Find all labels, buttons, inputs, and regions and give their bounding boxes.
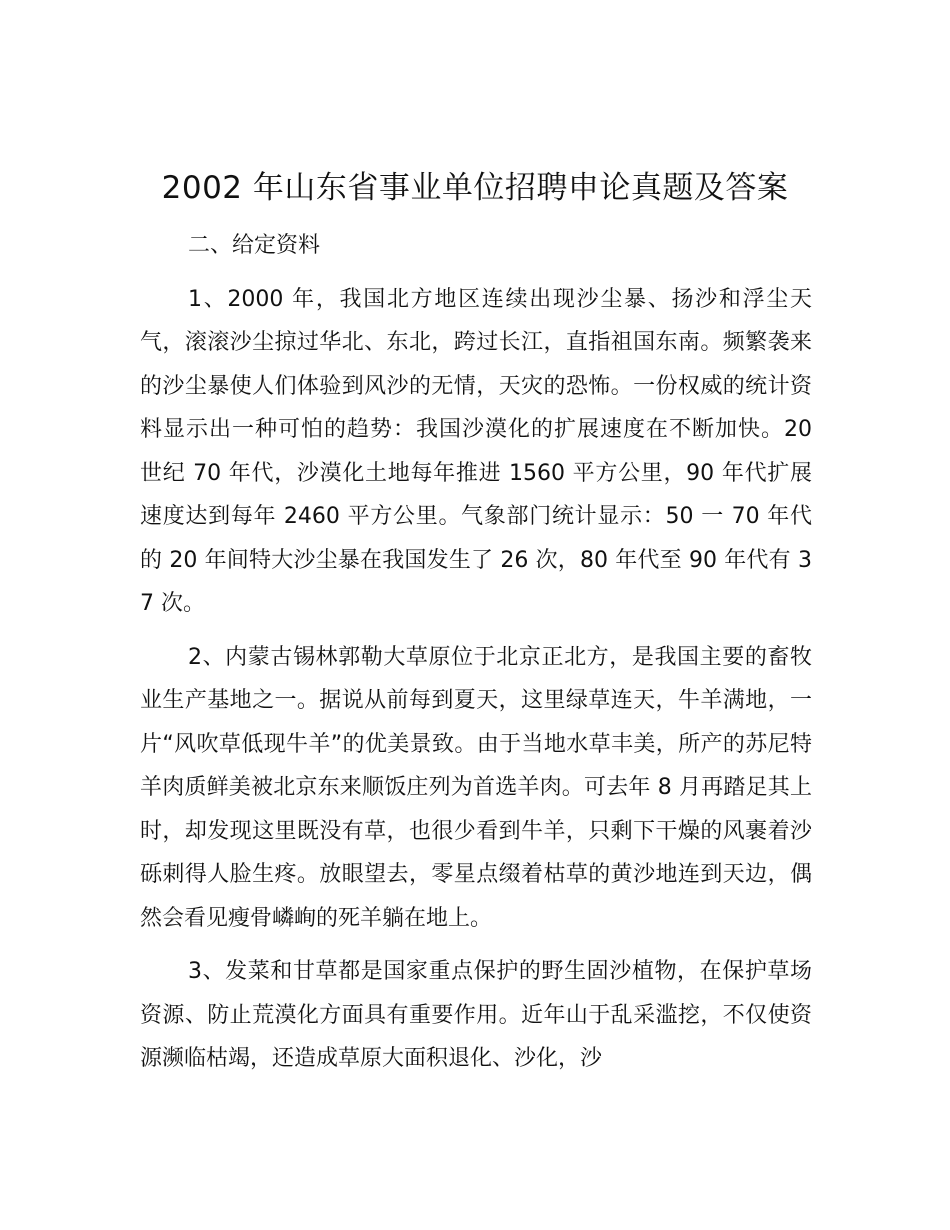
paragraph-3: 3、发菜和甘草都是国家重点保护的野生固沙植物，在保护草场资源、防止荒漠化方面具有重要作用。近年山于乱采滥挖，不仅使资源濒临枯竭，还造成草原大面积退化、沙化，沙 — [140, 959, 812, 1071]
document-body — [140, 224, 812, 1091]
section-heading: 二、给定资料 — [188, 233, 321, 258]
paragraph-2: 2、内蒙古锡林郭勒大草原位于北京正北方，是我国主要的畜牧业生产基地之一。据说从前每到夏天，这里绿草连天，牛羊满地，一片“风吹草低现牛羊”的优美景致。由于当地水草丰美，所产的苏尼特羊肉质鲜美被北京东来顺饭庄列为首选羊肉。可去年 8 月再踏足其上时，却发现这里既没有草，也很少看到牛羊，只剩下干燥的风裹着沙砾刺得人脸生疼。放眼望去，零星点缀着枯草的黄沙地连到天边，偶然会看见瘦骨嶙峋的死羊躺在地上。 — [140, 644, 812, 931]
document-title: 2002 年山东省事业单位招聘申论真题及答案 — [161, 170, 789, 206]
paragraph-1: 1、2000 年，我国北方地区连续出现沙尘暴、扬沙和浮尘天气，滚滚沙尘掠过华北、东北，跨过长江，直指祖国东南。频繁袭来的沙尘暴使人们体验到风沙的无情，天灾的恐怖。一份权威的统计资料显示出一种可怕的趋势：我国沙漠化的扩展速度在不断加快。20 世纪 70 年代，沙漠化土地每年推进 1560 平方公里，90 年代扩展速度达到每年 2460 平方公里。气象部门统计显示：50 一 70 年代的 20 年间特大沙尘暴在我国发生了 26 次，80 年代至 90 年代有 37 次。 — [140, 286, 812, 616]
